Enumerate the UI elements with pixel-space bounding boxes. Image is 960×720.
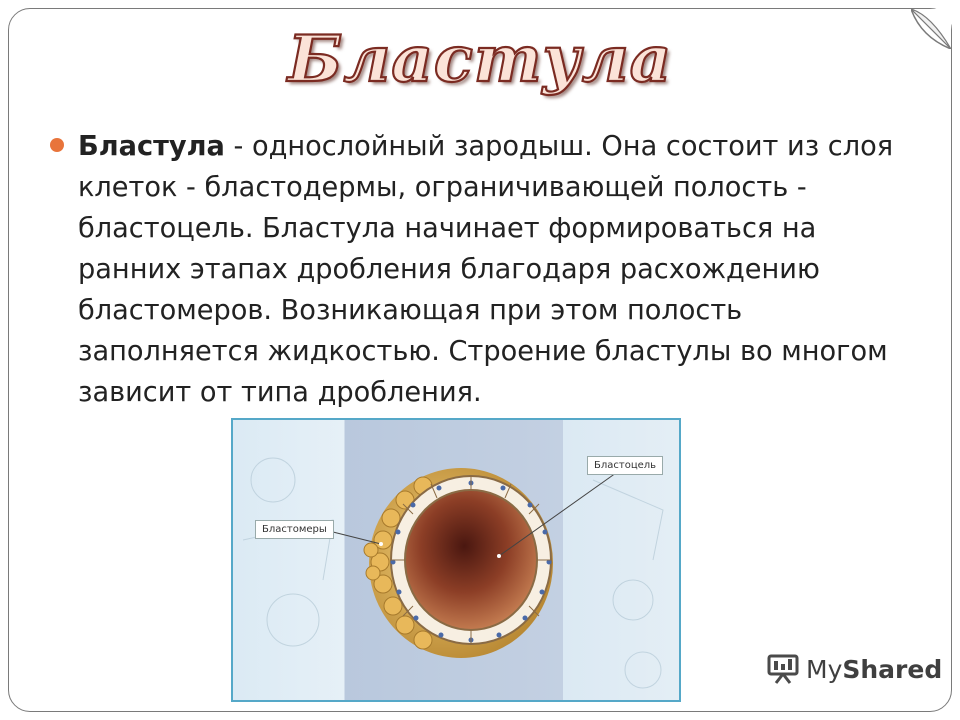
paragraph-text: - однослойный зародыш. Она состоит из слоя клеток - бластодермы, ограничивающей полость - бластоцель. Бластула начинает формироваться на ранних этапах дробления благодаря расхождению бластомеров. Возникающая при этом полость заполняется жидкостью. Строение бластулы во многом зависит от типа дробления. (78, 131, 894, 408)
paragraph-term: Бластула (78, 131, 225, 162)
slide-paragraph (78, 126, 918, 413)
presentation-board-icon (766, 654, 800, 684)
watermark-logo (766, 654, 942, 684)
blastula-illustration (231, 418, 681, 702)
brand-prefix: My (806, 654, 843, 684)
label-blastocoel: Бластоцель (587, 456, 663, 475)
bullet-icon (50, 138, 64, 152)
slide-title: Бластула (287, 22, 673, 97)
label-blastomeres: Бластомеры (255, 520, 334, 539)
brand-suffix: Shared (842, 654, 943, 684)
